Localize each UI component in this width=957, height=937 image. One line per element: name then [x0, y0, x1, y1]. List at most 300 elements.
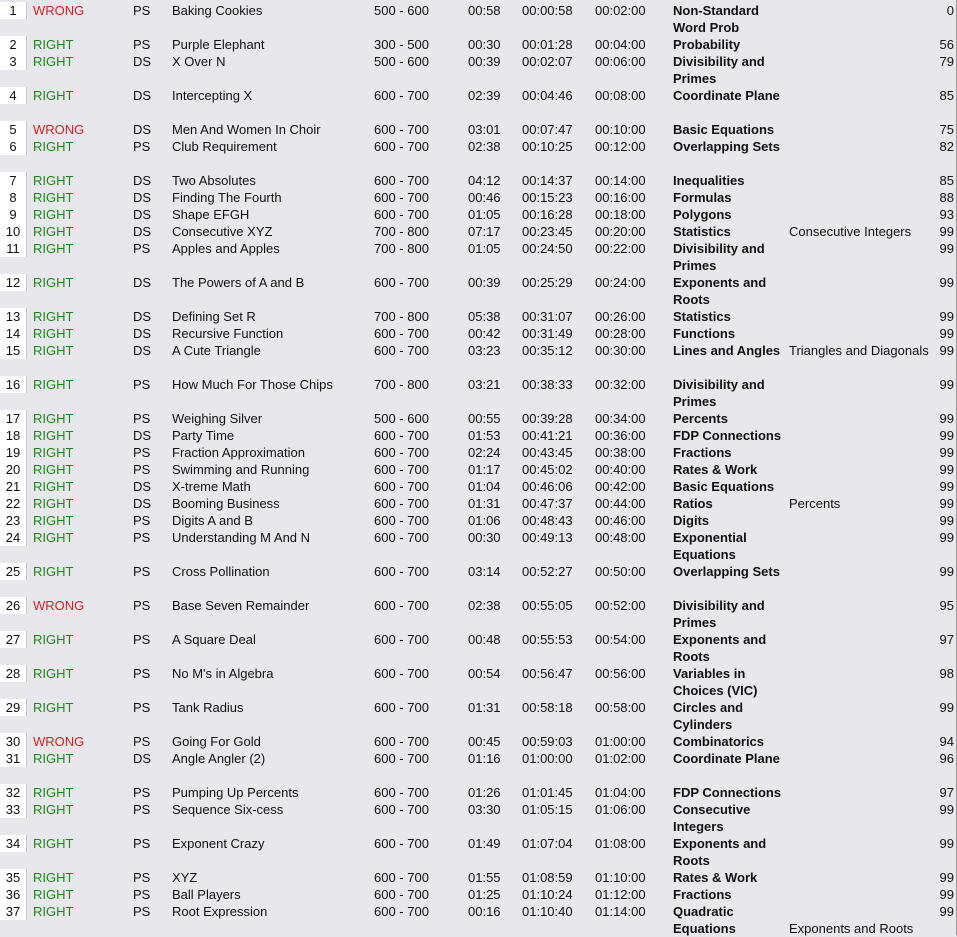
result-label: RIGHT — [33, 173, 74, 188]
row-number: 2 — [0, 36, 27, 53]
row-number: 27 — [0, 631, 27, 648]
cumulative-time: 00:10:25 — [522, 139, 573, 154]
target-time: 00:44:00 — [595, 496, 646, 511]
question-type: PS — [133, 904, 151, 919]
row-number: 25 — [0, 563, 27, 580]
cumulative-time: 00:46:06 — [522, 479, 573, 494]
question-type: PS — [133, 802, 151, 817]
question-type: PS — [133, 513, 151, 528]
cumulative-time: 00:16:28 — [522, 207, 573, 222]
result-label: RIGHT — [33, 224, 74, 239]
question-name: How Much For Those Chips — [172, 377, 333, 392]
question-name: The Powers of A and B — [172, 275, 305, 290]
question-type: PS — [133, 785, 151, 800]
percentile: 0 — [946, 3, 954, 18]
time-spent: 03:14 — [468, 564, 501, 579]
result-label: RIGHT — [33, 88, 74, 103]
topic: Polygons — [673, 207, 732, 222]
topic: Basic Equations — [673, 479, 775, 494]
time-spent: 02:39 — [468, 88, 501, 103]
topic: Percents — [673, 411, 728, 426]
row-number: 30 — [0, 733, 27, 750]
question-name: Baking Cookies — [172, 3, 263, 18]
difficulty-range: 700 - 800 — [374, 309, 429, 324]
question-name: Root Expression — [172, 904, 268, 919]
question-type: PS — [133, 666, 151, 681]
cumulative-time: 00:23:45 — [522, 224, 573, 239]
difficulty-range: 600 - 700 — [374, 326, 429, 341]
question-type: PS — [133, 139, 151, 154]
percentile: 97 — [939, 785, 954, 800]
percentile: 99 — [939, 513, 954, 528]
time-spent: 01:04 — [468, 479, 501, 494]
row-number: 37 — [0, 903, 27, 920]
target-time: 01:14:00 — [595, 904, 646, 919]
question-type: DS — [133, 275, 152, 290]
time-spent: 01:26 — [468, 785, 501, 800]
row-number: 28 — [0, 665, 27, 682]
percentile: 99 — [939, 802, 954, 817]
target-time: 00:20:00 — [595, 224, 646, 239]
result-label: RIGHT — [33, 411, 74, 426]
row-number: 26 — [0, 597, 27, 614]
row-number: 7 — [0, 172, 27, 189]
row-number: 29 — [0, 699, 27, 716]
question-name: Understanding M And N — [172, 530, 311, 545]
topic: Functions — [673, 326, 736, 341]
question-type: DS — [133, 428, 152, 443]
percentile: 79 — [939, 54, 954, 69]
target-time: 00:14:00 — [595, 173, 646, 188]
cumulative-time: 00:56:47 — [522, 666, 573, 681]
result-label: RIGHT — [33, 54, 74, 69]
question-name: Base Seven Remainder — [172, 598, 310, 613]
difficulty-range: 600 - 700 — [374, 734, 429, 749]
target-time: 00:22:00 — [595, 241, 646, 256]
row-number: 36 — [0, 886, 27, 903]
time-spent: 01:05 — [468, 207, 501, 222]
row-number: 9 — [0, 206, 27, 223]
question-name: Defining Set R — [172, 309, 256, 324]
cumulative-time: 00:52:27 — [522, 564, 573, 579]
row-number: 31 — [0, 750, 27, 767]
row-number: 24 — [0, 529, 27, 546]
cumulative-time: 00:49:13 — [522, 530, 573, 545]
target-time: 01:08:00 — [595, 836, 646, 851]
question-type: PS — [133, 37, 151, 52]
target-time: 00:18:00 — [595, 207, 646, 222]
question-type: PS — [133, 632, 151, 647]
cumulative-time: 01:00:00 — [522, 751, 573, 766]
question-type: PS — [133, 734, 151, 749]
cumulative-time: 00:55:53 — [522, 632, 573, 647]
difficulty-range: 600 - 700 — [374, 887, 429, 902]
percentile: 94 — [939, 734, 954, 749]
question-type: PS — [133, 836, 151, 851]
result-label: RIGHT — [33, 513, 74, 528]
time-spent: 00:30 — [468, 530, 501, 545]
topic: Exponential Equations — [673, 530, 747, 562]
result-label: WRONG — [33, 734, 85, 749]
question-type: PS — [133, 411, 151, 426]
result-label: RIGHT — [33, 462, 74, 477]
cumulative-time: 01:08:59 — [522, 870, 573, 885]
question-type: DS — [133, 173, 152, 188]
subtopic: Triangles and Diagonals — [789, 343, 929, 358]
question-name: Purple Elephant — [172, 37, 265, 52]
time-spent: 00:54 — [468, 666, 501, 681]
cumulative-time: 01:10:24 — [522, 887, 573, 902]
time-spent: 01:55 — [468, 870, 501, 885]
topic: Formulas — [673, 190, 732, 205]
question-name: Apples and Apples — [172, 241, 280, 256]
difficulty-range: 300 - 500 — [374, 37, 429, 52]
difficulty-range: 600 - 700 — [374, 751, 429, 766]
target-time: 00:34:00 — [595, 411, 646, 426]
topic: FDP Connections — [673, 428, 782, 443]
result-label: RIGHT — [33, 802, 74, 817]
difficulty-range: 600 - 700 — [374, 802, 429, 817]
result-label: WRONG — [33, 598, 85, 613]
percentile: 99 — [939, 309, 954, 324]
difficulty-range: 600 - 700 — [374, 462, 429, 477]
result-label: RIGHT — [33, 785, 74, 800]
cumulative-time: 00:25:29 — [522, 275, 573, 290]
cumulative-time: 00:58:18 — [522, 700, 573, 715]
question-name: Club Requirement — [172, 139, 277, 154]
result-label: RIGHT — [33, 700, 74, 715]
target-time: 00:02:00 — [595, 3, 646, 18]
result-label: RIGHT — [33, 836, 74, 851]
question-name: Pumping Up Percents — [172, 785, 299, 800]
cumulative-time: 00:41:21 — [522, 428, 573, 443]
percentile: 98 — [939, 666, 954, 681]
time-spent: 00:45 — [468, 734, 501, 749]
target-time: 00:50:00 — [595, 564, 646, 579]
cumulative-time: 00:07:47 — [522, 122, 573, 137]
time-spent: 00:30 — [468, 37, 501, 52]
question-name: A Cute Triangle — [172, 343, 261, 358]
result-label: RIGHT — [33, 139, 74, 154]
topic: Lines and Angles — [673, 343, 781, 358]
time-spent: 03:30 — [468, 802, 501, 817]
time-spent: 01:31 — [468, 700, 501, 715]
difficulty-range: 600 - 700 — [374, 343, 429, 358]
row-number: 19 — [0, 444, 27, 461]
subtopic: Consecutive Integers — [789, 224, 912, 239]
topic: Non-Standard Word Prob — [673, 3, 759, 35]
percentile: 93 — [939, 207, 954, 222]
cumulative-time: 00:31:49 — [522, 326, 573, 341]
question-type: PS — [133, 598, 151, 613]
target-time: 01:10:00 — [595, 870, 646, 885]
percentile: 95 — [939, 598, 954, 613]
topic: Coordinate Plane — [673, 751, 780, 766]
topic: Fractions — [673, 887, 732, 902]
target-time: 00:52:00 — [595, 598, 646, 613]
target-time: 00:38:00 — [595, 445, 646, 460]
subtopic: Exponents and Roots — [789, 921, 914, 936]
topic: Ratios — [673, 496, 713, 511]
time-spent: 00:46 — [468, 190, 501, 205]
target-time: 00:46:00 — [595, 513, 646, 528]
difficulty-range: 600 - 700 — [374, 445, 429, 460]
topic: Exponents and Roots — [673, 275, 767, 307]
percentile: 99 — [939, 887, 954, 902]
difficulty-range: 600 - 700 — [374, 139, 429, 154]
row-number: 6 — [0, 138, 27, 155]
result-label: RIGHT — [33, 428, 74, 443]
target-time: 01:04:00 — [595, 785, 646, 800]
question-type: DS — [133, 122, 152, 137]
time-spent: 02:38 — [468, 598, 501, 613]
question-name: XYZ — [172, 870, 198, 885]
result-label: RIGHT — [33, 275, 74, 290]
question-type: PS — [133, 870, 151, 885]
difficulty-range: 600 - 700 — [374, 870, 429, 885]
target-time: 00:56:00 — [595, 666, 646, 681]
target-time: 00:16:00 — [595, 190, 646, 205]
target-time: 01:12:00 — [595, 887, 646, 902]
cumulative-time: 00:15:23 — [522, 190, 573, 205]
question-type: DS — [133, 54, 152, 69]
row-number: 35 — [0, 869, 27, 886]
target-time: 00:08:00 — [595, 88, 646, 103]
result-label: RIGHT — [33, 479, 74, 494]
result-label: WRONG — [33, 122, 85, 137]
topic: Exponents and Roots — [673, 836, 767, 868]
topic: FDP Connections — [673, 785, 782, 800]
row-number: 4 — [0, 87, 27, 104]
target-time: 00:26:00 — [595, 309, 646, 324]
question-type: DS — [133, 343, 152, 358]
result-label: RIGHT — [33, 751, 74, 766]
cumulative-time: 00:38:33 — [522, 377, 573, 392]
cumulative-time: 00:45:02 — [522, 462, 573, 477]
percentile: 99 — [939, 275, 954, 290]
result-label: RIGHT — [33, 445, 74, 460]
percentile: 99 — [939, 241, 954, 256]
topic: Statistics — [673, 309, 731, 324]
time-spent: 01:25 — [468, 887, 501, 902]
row-number: 11 — [0, 240, 27, 257]
topic: Statistics — [673, 224, 731, 239]
time-spent: 00:42 — [468, 326, 501, 341]
question-type: PS — [133, 462, 151, 477]
row-number: 1 — [0, 2, 27, 19]
topic: Exponents and Roots — [673, 632, 767, 664]
cumulative-time: 01:10:40 — [522, 904, 573, 919]
row-number: 3 — [0, 53, 27, 70]
percentile: 99 — [939, 700, 954, 715]
cumulative-time: 00:04:46 — [522, 88, 573, 103]
time-spent: 03:01 — [468, 122, 501, 137]
topic: Quadratic Equations — [673, 904, 736, 936]
percentile: 85 — [939, 88, 954, 103]
topic: Circles and Cylinders — [673, 700, 744, 732]
result-label: RIGHT — [33, 377, 74, 392]
cumulative-time: 00:31:07 — [522, 309, 573, 324]
topic: Divisibility and Primes — [673, 54, 765, 86]
time-spent: 00:39 — [468, 54, 501, 69]
percentile: 99 — [939, 224, 954, 239]
target-time: 00:06:00 — [595, 54, 646, 69]
cumulative-time: 01:01:45 — [522, 785, 573, 800]
row-number: 21 — [0, 478, 27, 495]
topic: Variables in Choices (VIC) — [673, 666, 758, 698]
difficulty-range: 600 - 700 — [374, 564, 429, 579]
time-spent: 05:38 — [468, 309, 501, 324]
percentile: 96 — [939, 751, 954, 766]
result-label: RIGHT — [33, 343, 74, 358]
cumulative-time: 00:43:45 — [522, 445, 573, 460]
difficulty-range: 600 - 700 — [374, 904, 429, 919]
percentile: 82 — [939, 139, 954, 154]
time-spent: 01:05 — [468, 241, 501, 256]
time-spent: 00:58 — [468, 3, 501, 18]
cumulative-time: 00:48:43 — [522, 513, 573, 528]
question-name: Cross Pollination — [172, 564, 270, 579]
result-label: RIGHT — [33, 207, 74, 222]
row-number: 14 — [0, 325, 27, 342]
percentile: 99 — [939, 326, 954, 341]
percentile: 85 — [939, 173, 954, 188]
result-label: RIGHT — [33, 632, 74, 647]
percentile: 99 — [939, 836, 954, 851]
row-number: 23 — [0, 512, 27, 529]
result-label: RIGHT — [33, 666, 74, 681]
difficulty-range: 600 - 700 — [374, 88, 429, 103]
time-spent: 04:12 — [468, 173, 501, 188]
question-type: DS — [133, 309, 152, 324]
percentile: 99 — [939, 411, 954, 426]
result-label: RIGHT — [33, 37, 74, 52]
question-name: Two Absolutes — [172, 173, 256, 188]
cumulative-time: 01:07:04 — [522, 836, 573, 851]
percentile: 99 — [939, 479, 954, 494]
question-name: No M's in Algebra — [172, 666, 274, 681]
question-name: X-treme Math — [172, 479, 251, 494]
time-spent: 01:16 — [468, 751, 501, 766]
cumulative-time: 00:55:05 — [522, 598, 573, 613]
target-time: 00:12:00 — [595, 139, 646, 154]
result-label: RIGHT — [33, 326, 74, 341]
percentile: 99 — [939, 530, 954, 545]
target-time: 01:06:00 — [595, 802, 646, 817]
difficulty-range: 600 - 700 — [374, 479, 429, 494]
row-number: 12 — [0, 274, 27, 291]
difficulty-range: 600 - 700 — [374, 173, 429, 188]
time-spent: 02:38 — [468, 139, 501, 154]
percentile: 99 — [939, 496, 954, 511]
target-time: 00:42:00 — [595, 479, 646, 494]
cumulative-time: 00:39:28 — [522, 411, 573, 426]
topic: Digits — [673, 513, 710, 528]
target-time: 00:10:00 — [595, 122, 646, 137]
time-spent: 01:49 — [468, 836, 501, 851]
question-name: Party Time — [172, 428, 235, 443]
question-name: Ball Players — [172, 887, 241, 902]
topic: Basic Equations — [673, 122, 775, 137]
cumulative-time: 01:05:15 — [522, 802, 573, 817]
row-number: 16 — [0, 376, 27, 393]
result-label: RIGHT — [33, 904, 74, 919]
result-label: RIGHT — [33, 564, 74, 579]
time-spent: 03:23 — [468, 343, 501, 358]
question-name: A Square Deal — [172, 632, 256, 647]
question-type: DS — [133, 326, 152, 341]
cumulative-time: 00:02:07 — [522, 54, 573, 69]
question-name: Digits A and B — [172, 513, 253, 528]
difficulty-range: 500 - 600 — [374, 3, 429, 18]
question-name: Recursive Function — [172, 326, 284, 341]
difficulty-range: 600 - 700 — [374, 428, 429, 443]
topic: Coordinate Plane — [673, 88, 780, 103]
topic: Combinatorics — [673, 734, 765, 749]
question-name: Going For Gold — [172, 734, 261, 749]
difficulty-range: 700 - 800 — [374, 241, 429, 256]
percentile: 99 — [939, 445, 954, 460]
time-spent: 02:24 — [468, 445, 501, 460]
time-spent: 01:53 — [468, 428, 501, 443]
percentile: 99 — [939, 564, 954, 579]
target-time: 01:02:00 — [595, 751, 646, 766]
percentile: 99 — [939, 904, 954, 919]
cumulative-time: 00:00:58 — [522, 3, 573, 18]
difficulty-range: 600 - 700 — [374, 207, 429, 222]
question-name: Swimming and Running — [172, 462, 310, 477]
question-type: DS — [133, 207, 152, 222]
topic: Overlapping Sets — [673, 139, 780, 154]
question-type: PS — [133, 530, 151, 545]
question-type: DS — [133, 88, 152, 103]
topic: Fractions — [673, 445, 732, 460]
percentile: 99 — [939, 377, 954, 392]
cumulative-time: 00:01:28 — [522, 37, 573, 52]
difficulty-range: 600 - 700 — [374, 513, 429, 528]
result-label: RIGHT — [33, 887, 74, 902]
topic: Consecutive Integers — [673, 802, 751, 834]
question-type: DS — [133, 190, 152, 205]
target-time: 00:28:00 — [595, 326, 646, 341]
time-spent: 00:16 — [468, 904, 501, 919]
question-name: Consecutive XYZ — [172, 224, 273, 239]
target-time: 00:54:00 — [595, 632, 646, 647]
topic: Divisibility and Primes — [673, 377, 765, 409]
difficulty-range: 600 - 700 — [374, 598, 429, 613]
difficulty-range: 600 - 700 — [374, 785, 429, 800]
question-name: Angle Angler (2) — [172, 751, 266, 766]
difficulty-range: 600 - 700 — [374, 275, 429, 290]
row-number: 32 — [0, 784, 27, 801]
difficulty-range: 600 - 700 — [374, 122, 429, 137]
time-spent: 01:31 — [468, 496, 501, 511]
topic: Divisibility and Primes — [673, 598, 765, 630]
cumulative-time: 00:14:37 — [522, 173, 573, 188]
question-name: Sequence Six-cess — [172, 802, 284, 817]
result-label: RIGHT — [33, 870, 74, 885]
question-type: PS — [133, 887, 151, 902]
question-type: PS — [133, 700, 151, 715]
difficulty-range: 700 - 800 — [374, 224, 429, 239]
difficulty-range: 600 - 700 — [374, 496, 429, 511]
cumulative-time: 00:24:50 — [522, 241, 573, 256]
question-name: Weighing Silver — [172, 411, 263, 426]
difficulty-range: 700 - 800 — [374, 377, 429, 392]
question-type: PS — [133, 377, 151, 392]
time-spent: 00:39 — [468, 275, 501, 290]
target-time: 00:30:00 — [595, 343, 646, 358]
